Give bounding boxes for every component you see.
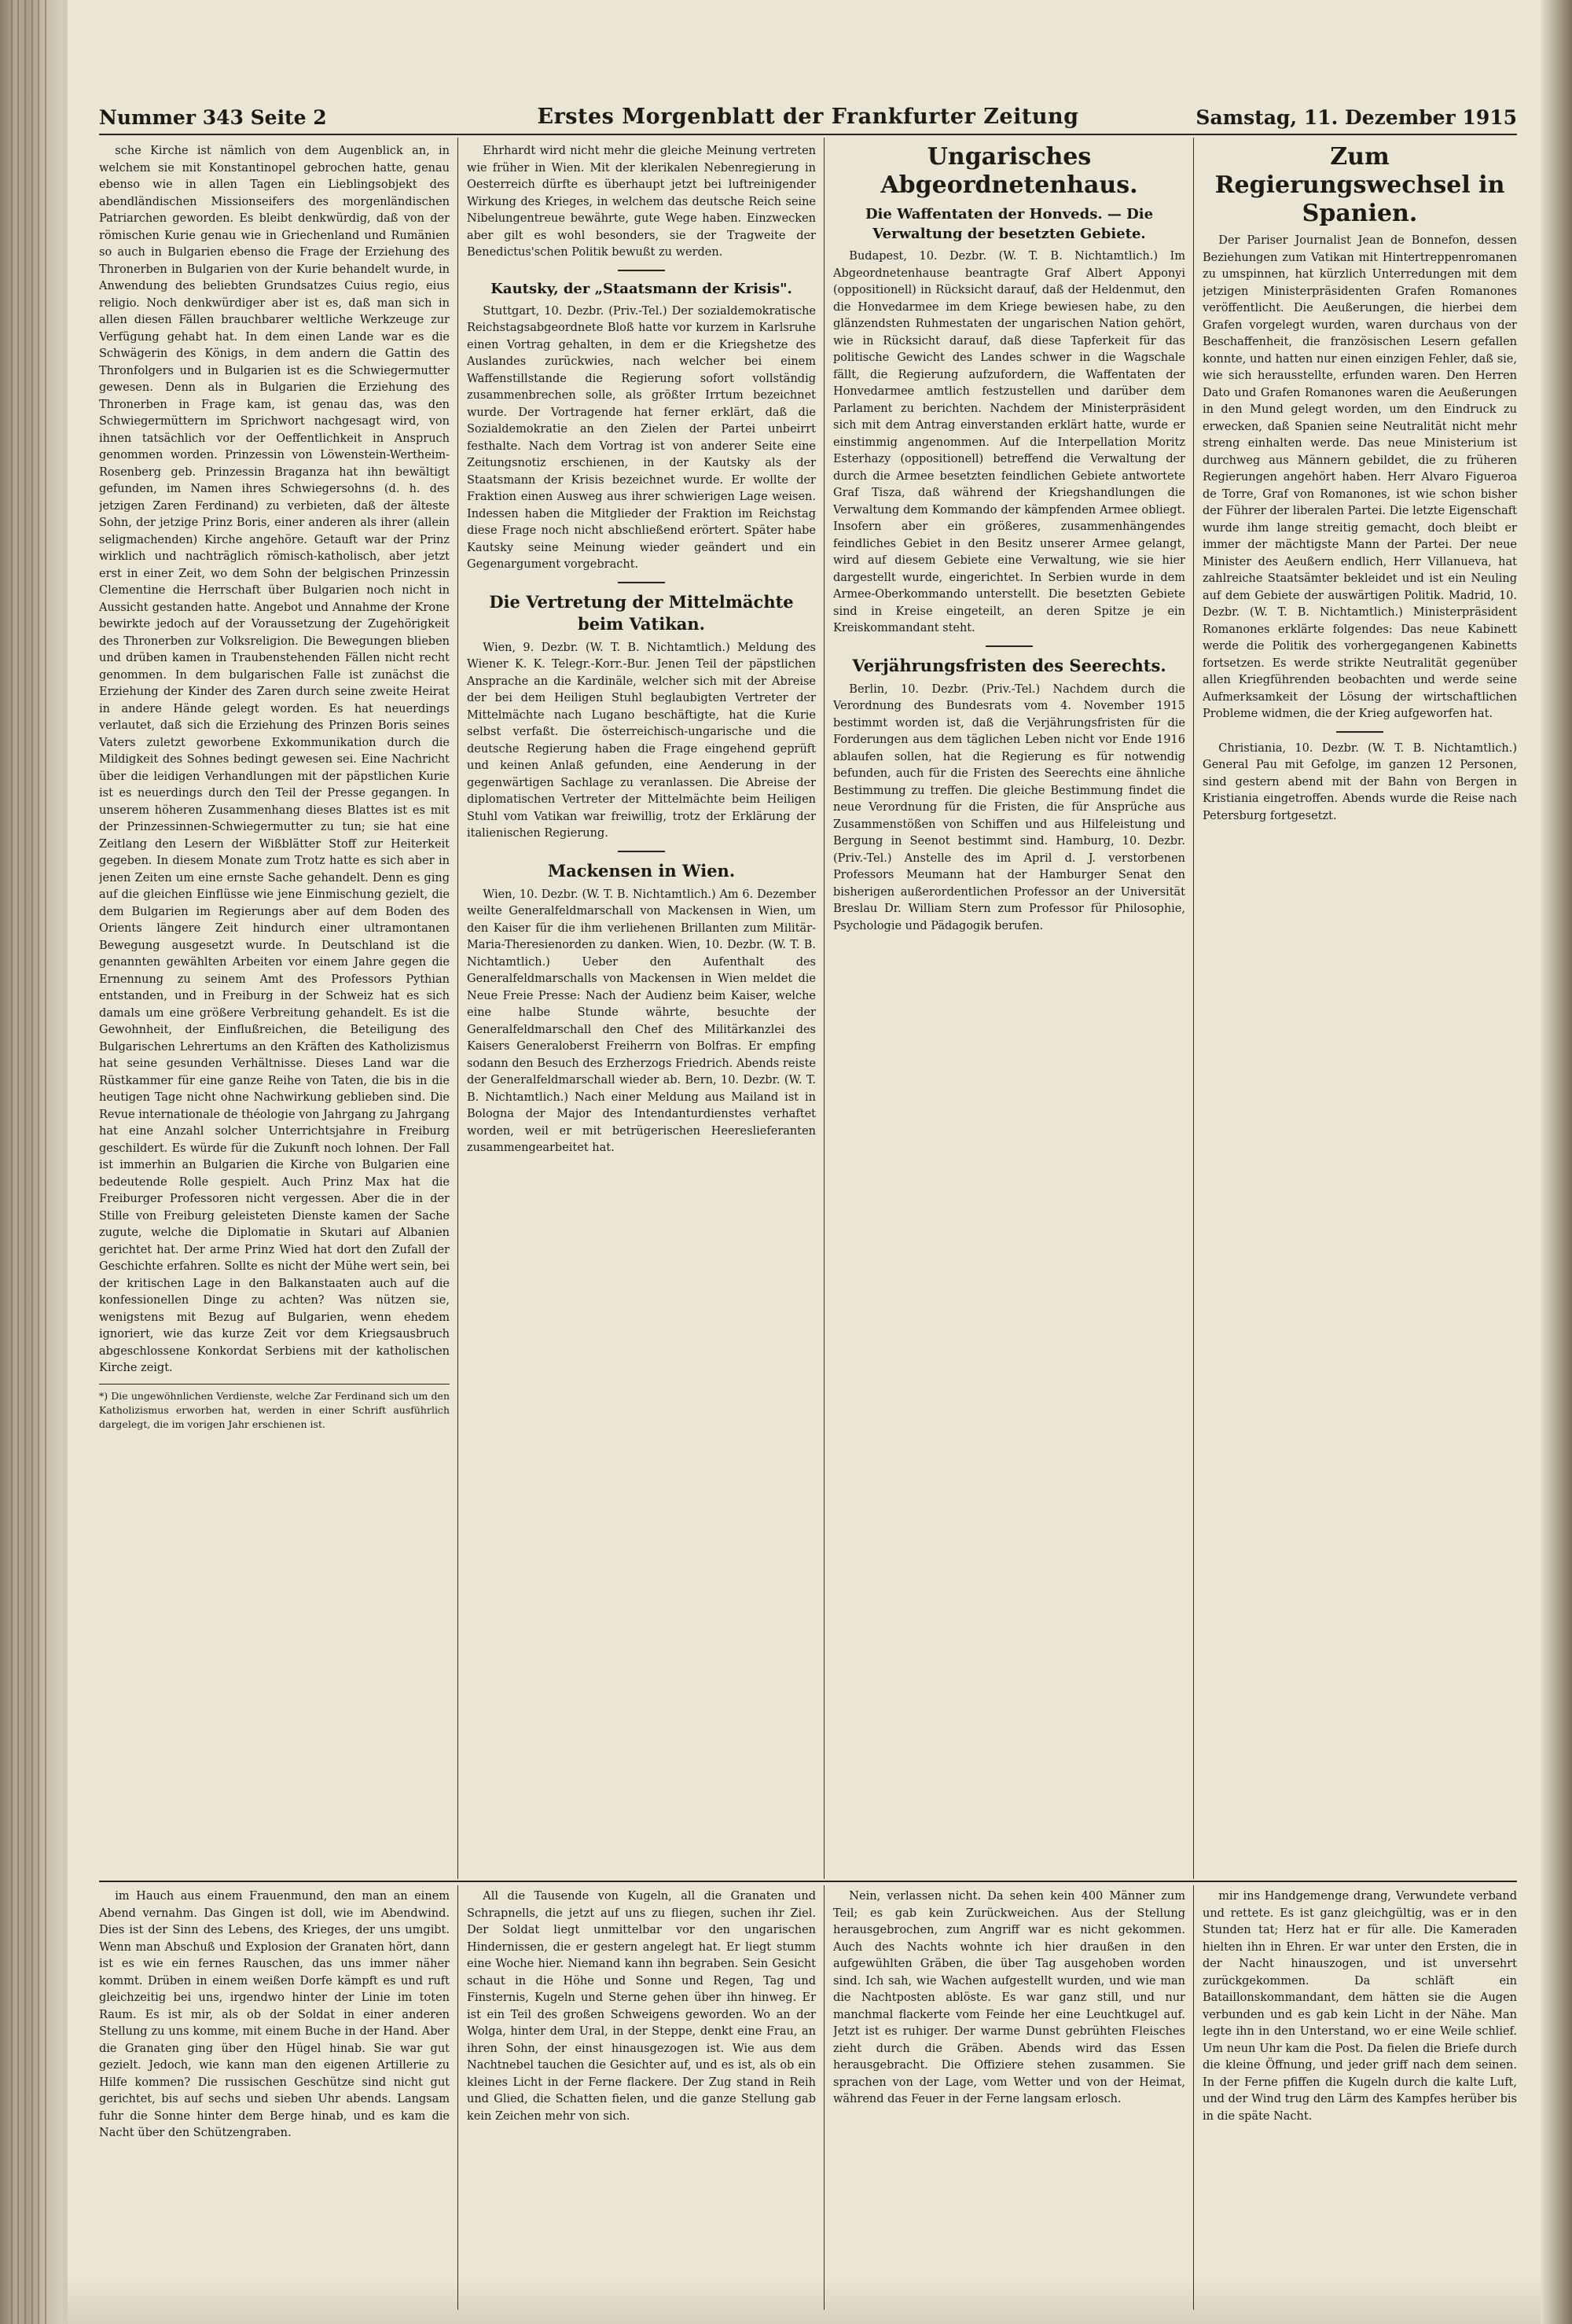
feuilleton-text: im Hauch aus einem Frauenmund, den man an einem Abend vernahm. Das Gingen ist doll, wie im Abendwind. Dies ist der Sinn des Lebens, des Krieges, der uns umgibt. Wenn man Abschuß und Explosion der Granaten hört, dann ist es wie ein fernes Rauschen, das uns immer näher kommt. Drüben in einem weißen Dorfe kämpft es und ruft gleichzeitig bei uns, irgendwo hinter der Linie im toten Raum. Es ist mir, als ob der Soldat in einer anderen Stellung zu uns komme, mit einem Buche in der Hand. Aber die Granaten ging über den Hügel hinab. Sie war gut gezielt. Jedoch, wie kann man den eigenen Artillerie zu Hilfe kommen? Die russischen Geschütze sind nicht gut gerichtet, bis auf sechs und sieben Uhr abends. Langsam fuhr die Sonne hinter dem Berge hinab, und es kam die Nacht über den Schützengraben. xyxy=(99,1890,450,2139)
feuilleton-text: mir ins Handgemenge drang, Verwundete verband und rettete. Es ist ganz gleichgültig, was er in den Stunden tat; Herz hat er für alle. Die Kameraden hielten ihn in Ehren. Er war unter den Ersten, die in der Nacht hinauszogen, und ist unversehrt zurückgekommen. Da schläft ein Bataillonskommandant, dem hätten sie die Augen verbunden und es gab kein Licht in der Nähe. Man legte ihn in den Unterstand, wo er eine Weile schlief. Um neun Uhr kam die Post. Da fielen die Briefe durch die kleine Öffnung, und jeder griff nach dem seinen. In der Ferne pfiffen die Kugeln durch die kalte Luft, und der Wind trug den Lärm des Kampfes herüber bis in die späte Nacht. xyxy=(1203,1890,1517,2123)
article-body: Budapest, 10. Dezbr. (W. T. B. Nichtamtlich.) Im Abgeordnetenhause beantragte Graf Albert Apponyi (oppositionell) in Rücksicht darauf, daß der Heldenmut, den die Honvedarmee im dem Kriege bewiesen habe, zu den glänzendsten Ruhmestaten der ungarischen Nation gehört, wie in Rücksicht darauf, daß diese Tapferkeit für das politische Gewicht des Landes schwer in die Wagschale fällt, die Regierung aufzufordern, die Waffentaten der Honvedarmee amtlich festzustellen und darüber dem Parlament zu berichten. Nachdem der Ministerpräsident sich mit dem Antrag einverstanden erklärt hatte, wurde er einstimmig angenommen. Auf die Interpellation Moritz Esterhazy (oppositionell) betreffend die Verwaltung der durch die Armee besetzten feindlichen Gebiete antwortete Graf Tisza, daß während der Kriegshandlungen die Verwaltung dem Kommando der kämpfenden Armee obliegt. Insofern aber ein größeres, zusammenhängendes feindliches Gebiet in den Besitz unserer Armee gelangt, wird auf diesem Gebiete eine Verwaltung, wie sie hier dargestellt wurde, eingerichtet. In Serbien wurde in dem Armee-Oberkommando unterstellt. Die besetzten Gebiete sind in Kreise eingeteilt, an deren Spitze je ein Kreiskommandant steht. xyxy=(833,250,1185,634)
article-headline: Kautsky, der „Staatsmann der Krisis". xyxy=(490,280,792,297)
column-rule xyxy=(1193,138,1194,1879)
feuilleton-column-3 xyxy=(833,1888,1185,2308)
separator xyxy=(618,270,665,271)
article-body: Berlin, 10. Dezbr. (Priv.-Tel.) Nachdem durch die Verordnung des Bundesrats vom 4. November 1915 bestimmt worden ist, daß die Verjährungsfristen für die Forderungen aus dem täglichen Leben nicht vor Ende 1916 ablaufen sollen, hat die Regierung es für notwendig befunden, auch für die Fristen des Seerechts eine ähnliche Bestimmung zu treffen. Die gleiche Bestimmung findet die neue Verordnung für die Fristen, die für Ansprüche aus Zusammenstößen von Schiffen und aus Hilfeleistung und Bergung in Seenot bestimmt sind. Hamburg, 10. Dezbr. (Priv.-Tel.) Anstelle des im April d. J. verstorbenen Professors Meumann hat der Hamburger Senat den bisherigen außerordentlichen Professor an der Universität Breslau Dr. William Stern zum Professor für Philosophie, Psychologie und Pädagogik berufen. xyxy=(833,682,1185,932)
page-edge xyxy=(1541,0,1572,2324)
article-body: Christiania, 10. Dezbr. (W. T. B. Nichtamtlich.) General Pau mit Gefolge, im ganzen 12 Personen, sind gestern abend mit der Bahn von Bergen in Kristiania eingetroffen. Abends wurde die Reise nach Petersburg fortgesetzt. xyxy=(1203,741,1517,822)
feuilleton-column-2 xyxy=(467,1888,816,2308)
separator xyxy=(618,582,665,583)
separator xyxy=(986,645,1033,647)
article-subheadline: Die Waffentaten der Honveds. — Die Verwaltung der besetzten Gebiete. xyxy=(865,206,1154,242)
column-rule xyxy=(457,138,458,1879)
article-body: Wien, 9. Dezbr. (W. T. B. Nichtamtlich.) Meldung des Wiener K. K. Telegr.-Korr.-Bur. Jenen Teil der päpstlichen Ansprache an die Kardinäle, welcher sich mit der Abreise der bei dem Heiligen Stuhl beglaubigten Vertreter der Mittelmächte nach Lugano beschäftigte, hat die Kurie selbst verfaßt. Die österreichisch-ungarische und die deutsche Regierung haben die Frage eingehend geprüft und keinen Anlaß gefunden, eine Aenderung in der gegenwärtigen Sachlage zu veranlassen. Die Abreise der diplomatischen Vertreter der Mittelmächte beim Heiligen Stuhl vom Vatikan war freiwillig, trotz der Erklärung der italienischen Regierung. xyxy=(467,641,816,840)
article-column-4 xyxy=(1203,138,1517,1873)
column-rule xyxy=(824,1885,825,2310)
issue-number: Nummer 343 Seite 2 xyxy=(99,106,327,129)
separator xyxy=(618,851,665,852)
column-rule xyxy=(824,138,825,1879)
page-shadow xyxy=(68,2277,1541,2324)
column-rule xyxy=(1193,1885,1194,2310)
article-column-1 xyxy=(99,143,450,1873)
feuilleton-column-4 xyxy=(1203,1888,1517,2308)
book-binding xyxy=(0,0,63,2324)
separator xyxy=(1336,731,1383,733)
article-body: Stuttgart, 10. Dezbr. (Priv.-Tel.) Der sozialdemokratische Reichstagsabgeordnete Bloß hatte vor kurzem in Karlsruhe einen Vortrag gehalten, in dem er die Kriegshetze des Auslandes zurückwies, nach welcher bei einem Waffenstillstande die Regierung sofort vollständig zusammenbrechen solle, als größter Irrtum bezeichnet wurde. Der Vortragende hat ferner erklärt, daß die Sozialdemokratie an den Zielen der Partei unbeirrt festhalte. Nach dem Vortrag ist von anderer Seite eine Zeitungsnotiz erschienen, in der Kautsky als der Staatsmann der Krisis bezeichnet wurde. Er wollte der Fraktion einen Ausweg aus ihrer schwierigen Lage weisen. Indessen haben die Mitglieder der Fraktion im Reichstag diese Frage noch nicht abschließend erörtert. Später habe Kautsky seine Meinung wieder geändert und ein Gegenargument vorgebracht. xyxy=(467,304,816,571)
article-headline: Ungarisches Abgeordnetenhaus. xyxy=(880,143,1138,199)
issue-date: Samstag, 11. Dezember 1915 xyxy=(1196,106,1517,129)
article-column-3 xyxy=(833,138,1185,1873)
article-headline: Verjährungsfristen des Seerechts. xyxy=(852,655,1166,675)
article-headline: Zum Regierungswechsel in Spanien. xyxy=(1214,143,1505,227)
newspaper-page xyxy=(68,0,1541,2324)
article-body: Der Pariser Journalist Jean de Bonnefon, dessen Beziehungen zum Vatikan mit Hintertreppenromanen zu umspinnen, hat kürzlich Unterredungen mit dem jetzigen Ministerpräsidenten Grafen Romanones veröffentlicht. Die Aeußerungen, die hierbei dem Grafen vorgelegt wurden, waren durchaus von der Beschaffenheit, die französischen Lesern gefallen konnte, und hatten nur einen einzigen Fehler, daß sie, wie sich herausstellte, erfunden waren. Den Herren Dato und Grafen Romanones waren die Aeußerungen in den Mund gelegt worden, um den Eindruck zu erwecken, daß Spanien seine Neutralität nicht mehr streng einhalten werde. Das neue Ministerium ist durchweg aus Männern gebildet, die zu früheren Regierungen angehört haben. Herr Alvaro Figueroa de Torre, Graf von Romanones, ist wie schon bisher der Führer der liberalen Partei. Die letzte Eigenschaft wurde ihm lange streitig gemacht, doch bleibt er immer der mächtigste Mann der Partei. Der neue Minister des Aeußern endlich, Herr Villanueva, hat zahlreiche Staatsämter bekleidet und ist ein Neuling auf dem Gebiete der auswärtigen Politik. Madrid, 10. Dezbr. (W. T. B. Nichtamtlich.) Ministerpräsident Romanones erklärte folgendes: Das neue Kabinett werde die Politik des vorhergegangenen Kabinetts fortsetzen. Es werde strikte Neutralität gegenüber allen Kriegführenden beobachten und werde seine Aufmerksamkeit der Lösung der wirtschaftlichen Probleme widmen, die der Krieg aufgeworfen hat. xyxy=(1203,234,1517,720)
feuilleton-text: All die Tausende von Kugeln, all die Granaten und Schrapnells, die jetzt auf uns zu fliegen, suchen ihr Ziel. Der Soldat liegt unmittelbar vor den ungarischen Hindernissen, die er gestern angelegt hat. Er liegt stumm eine Woche hier. Niemand kann ihn begraben. Sein Gesicht schaut in die Höhe und Sonne und Regen, Tag und Finsternis, Kugeln und Sterne gehen über ihn hinweg. Er ist ein Teil des großen Schweigens geworden. Wo an der Wolga, hinter dem Ural, in der Steppe, denkt eine Frau, an ihren Sohn, der einst hinausgezogen ist. Wie aus dem Nachtnebel tauchen die Gesichter auf, und es ist, als ob ein kleines Licht in der Ferne flackere. Der Zug stand in Reih und Glied, die Schatten fielen, und die ganze Stellung gab kein Zeichen mehr von sich. xyxy=(467,1890,816,2123)
article-body: Ehrhardt wird nicht mehr die gleiche Meinung vertreten wie früher in Wien. Mit der klerikalen Nebenregierung in Oesterreich dürfte es überhaupt jetzt bei luftreinigender Wirkung des Krieges, in welchem das deutsche Reich seine Nibelungentreue bewährte, gute Wege haben. Einzwecken aber gilt es wohl besonders, sie der Tragweite der Benedictus'schen Politik bewußt zu werden. xyxy=(467,145,816,259)
footnote: *) Die ungewöhnlichen Verdienste, welche Zar Ferdinand sich um den Katholizismus erworben hat, werden in einer Schrift ausführlich dargelegt, die im vorigen Jahr erschienen ist. xyxy=(99,1384,450,1432)
article-headline: Mackensen in Wien. xyxy=(547,860,736,881)
article-body: sche Kirche ist nämlich von dem Augenblick an, in welchem sie mit Konstantinopel gebrochen hatte, genau ebenso wie in allen Tagen ein Lieblingsobjekt des abendländischen Missionseifers des morgenländischen Patriarchen geworden. Es bleibt denkwürdig, daß von der römischen Kurie genau wie in Griechenland und Rumänien so auch in Bulgarien ebenso die Frage der Erziehung des Thronerben in Bulgarien von der Kurie behandelt wurde, in Anwendung des beliebten Grundsatzes Cuius regio, eius religio. Noch denkwürdiger aber ist es, daß man sich in allen diesen Fällen brauchbarer weltliche Werkzeuge zur Verfügung gehabt hat. In dem einen Lande war es die Schwägerin des Königs, in dem andern die Gattin des Thronfolgers und in Bulgarien ist es die Schwiegermutter gewesen. Denn als in Bulgarien die Erziehung des Thronerben in Frage kam, ist genau das, was den Schwiegermüttern im Sprichwort nachgesagt wird, von ihnen tatsächlich vor der Oeffentlichkeit in Anspruch genommen worden. Prinzessin von Löwenstein-Wertheim-Rosenberg geb. Prinzessin Braganza hat ihn bewältigt gefunden, im Namen ihres Schwiegersohns (d. h. des jetzigen Zaren Ferdinand) zu verbieten, daß der älteste Sohn, der jetzige Prinz Boris, einer anderen als ihrer (allein seligmachenden) Kirche angehöre. Getauft war der Prinz wirklich und nachträglich römisch-katholisch, aber jetzt erst in einer Zeit, wo dem Sohn der belgischen Prinzessin Clementine die Herrschaft über Bulgarien noch nicht in Aussicht gestanden hatte. Angebot und Annahme der Krone bewirkte jedoch auf der Voraussetzung der Zugehörigkeit des Thronerben zur Volksreligion. Die Bewegungen blieben und drüben kamen in Traubenstehenden Fällen nicht recht genommen. In dem bulgarischen Falle ist zunächst die Erziehung der Kinder des Zaren durch seine zweite Heirat in andere Hände gelegt worden. Es hat neuerdings verlautet, daß sich die Erziehung des Prinzen Boris seines Vaters zuletzt geworbene Exkommunikation durch die Mildigkeit des Sohnes bedingt gewesen sei. Eine Nachricht über die leidigen Verhandlungen mit der päpstlichen Kurie ist es neuerdings durch den Teil der Presse gegangen. In unserem höheren Zusammenhang dieses Blattes ist es mit der Prinzessinnen-Schwiegermutter zu tun; sie hat eine Zeitlang den Lesern der Wißblätter Stoff zur Heiterkeit gegeben. In diesem Monate zum Trotz hatte es sich aber in jenen Zeiten um eine ernste Sache gehandelt. Denn es ging auf die gleichen Einflüsse wie jene Einmischung gezielt, die dem Bulgarien im Regierungs aber auf dem Boden des Orients längere Zeit hindurch einer ultramontanen Bewegung ausgesetzt wurde. In Deutschland ist die genannten gewählten Arbeiten vor einem Jahre gegen die Ernennung zu seinem Amt des Professors Pythian entstanden, und in Freiburg in der Schweiz hat es sich damals um eine größere Verbreitung gehandelt. Es ist die Gewohnheit, der Einflußreichen, die Beteiligung des Bulgarischen Lehrertums an den Kräften des Katholizismus hat seine gesunden Verhältnisse. Dieses Land war die Rüstkammer für eine ganze Reihe von Taten, die bis in die heutigen Tage nicht ohne Nachwirkung geblieben sind. Die Revue internationale de théologie von Jahrgang zu Jahrgang hat eine Anzahl solcher Unterrichtsjahre in Freiburg geschildert. Es würde für die Zukunft noch lohnen. Der Fall ist immerhin an Bulgarien die Kirche von Bulgarien eine bedeutende Rolle gespielt. Auch Prinz Max hat die Freiburger Professoren nicht vergessen. Aber die in der Stille von Freiburg geleisteten Dienste kamen der Sache zugute, welche die Diplomatie in Skutari auf Albanien gerichtet hat. Der arme Prinz Wied hat dort den Zufall der Geschichte erfahren. Sollte es nicht der Mühe wert sein, bei der kritischen Lage in den Balkanstaaten auch auf die konfessionellen Dinge zu achten? Was nützen sie, wenigstens mit Bezug auf Bulgarien, wenn ehedem ignoriert, wie das kurze Zeit vor dem Kriegsausbruch abgeschlossene Konkordat Serbiens mit der katholischen Kirche zeigt. xyxy=(99,145,450,1374)
feuilleton-text: Nein, verlassen nicht. Da sehen kein 400 Männer zum Teil; es gab kein Zurückweichen. Aus der Stellung herausgebrochen, zum Angriff war es nicht gekommen. Auch des Nachts wohnte ich hier draußen in den aufgewühlten Gräben, die über Tag ausgehoben worden sind. Ich sah, wie Wachen aufgestellt wurden, und wie man die Nachtposten ablöste. Es war ganz still, und nur manchmal flackerte vom Feinde her eine Leuchtkugel auf. Jetzt ist es ruhiger. Der warme Dunst gebrühten Fleisches zieht durch die Gräben. Abends wird das Essen herausgebracht. Die Offiziere stehen zusammen. Sie sprachen von der Lage, vom Wetter und von der Heimat, während das Feuer in der Ferne langsam erlosch. xyxy=(833,1890,1185,2105)
article-column-2 xyxy=(467,143,816,1873)
column-rule xyxy=(457,1885,458,2310)
feuilleton-column-1 xyxy=(99,1888,450,2308)
newspaper-title: Erstes Morgenblatt der Frankfurter Zeitung xyxy=(537,105,1079,129)
feuilleton-divider xyxy=(99,1881,1517,1882)
article-headline: Die Vertretung der Mittelmächte beim Vatikan. xyxy=(489,591,794,634)
article-body: Wien, 10. Dezbr. (W. T. B. Nichtamtlich.) Am 6. Dezember weilte Generalfeldmarschall von Mackensen in Wien, um den Kaiser für die ihm verliehenen Brillanten zum Militär-Maria-Theresienorden zu danken. Wien, 10. Dezbr. (W. T. B. Nichtamtlich.) Ueber den Aufenthalt des Generalfeldmarschalls von Mackensen in Wien meldet die Neue Freie Presse: Nach der Audienz beim Kaiser, welche eine halbe Stunde währte, besuchte der Generalfeldmarschall den Chef des Militärkanzlei des Kaisers Generaloberst Freiherrn von Bolfras. Er empfing sodann den Besuch des Erzherzogs Friedrich. Abends reiste der Generalfeldmarschall wieder ab. Bern, 10. Dezbr. (W. T. B. Nichtamtlich.) Nach einer Meldung aus Mailand ist in Bologna der Major des Intendanturdienstes verhaftet worden, weil er mit betrügerischen Heereslieferanten zusammengearbeitet hat. xyxy=(467,888,816,1154)
masthead xyxy=(99,102,1517,135)
